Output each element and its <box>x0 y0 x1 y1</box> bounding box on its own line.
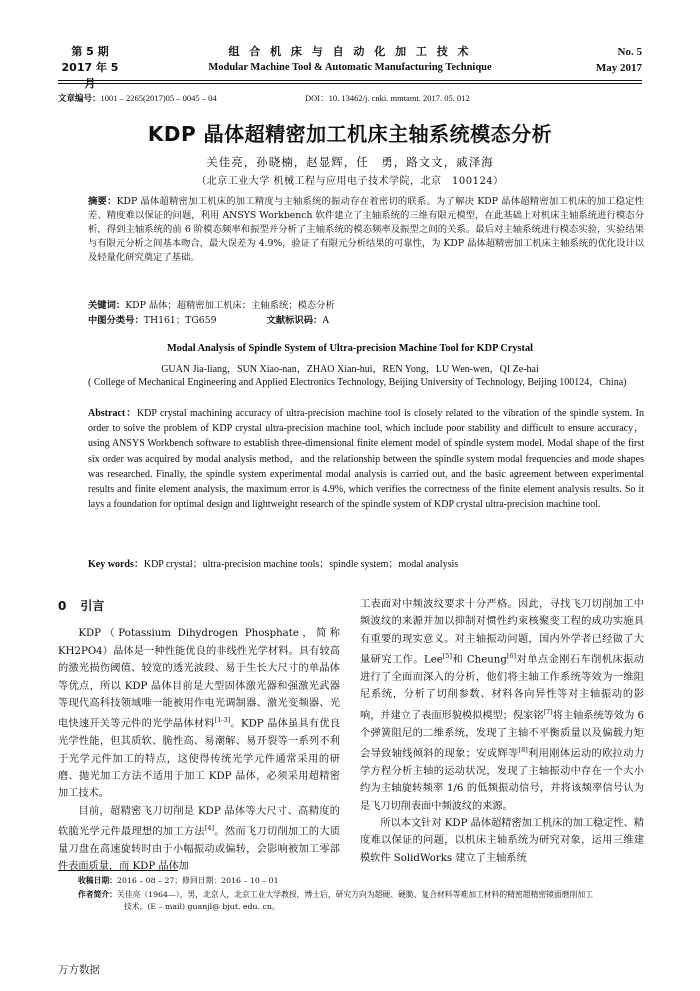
journal-name-cn: 组 合 机 床 与 自 动 化 加 工 技 术 <box>228 45 472 58</box>
authors-cn: 关佳亮，孙晓楠，赵显辉，任 勇，路文文，戚泽海 <box>206 155 494 169</box>
keywords-en-text: KDP crystal；ultra-precision machine tools；spindle system；modal analysis <box>143 559 459 570</box>
abstract-en-label: Abstract： <box>88 408 137 419</box>
body-paragraph <box>58 803 340 876</box>
doc-code-value: A <box>322 315 330 326</box>
affiliation-en: ( College of Mechanical Engineering and Applied Electronics Technology, Beijing University of Technology, Beijing 100124，China) <box>88 377 627 388</box>
article-number-label: 文章编号： <box>58 94 101 104</box>
body-text: 利用刚体运动的欧拉动力学方程分析主轴的运动状况，发现了主轴振动中存在一个大小约为主轴旋转频率 1/6 的低频振动信号，并将该频率信号认为是飞刀切削表面中频波纹的来源。 <box>360 748 645 812</box>
article-number <box>58 92 217 104</box>
body-text: 目前，超精密飞刀切削是 KDP 晶体等大尺寸、高精度的软脆光学元件最理想的加工方法 <box>58 805 340 838</box>
issue-info-cn <box>58 44 122 92</box>
paper-title-en: Modal Analysis of Spindle System of Ultra-precision Machine Tool for KDP Crystal <box>166 343 534 354</box>
affiliation-cn: （北京工业大学 机械工程与应用电子技术学院，北京 100124） <box>196 176 504 187</box>
issue-info-en <box>596 44 642 76</box>
issue-date-en: May 2017 <box>595 62 642 74</box>
body-paragraph <box>360 815 644 867</box>
received-dates: 2016 – 08 – 27；修回日期：2016 – 10 – 01 <box>116 876 279 885</box>
authors-en: GUAN Jia-liang，SUN Xiao-nan，ZHAO Xian-hui，REN Yong，LU Wen-wen，QI Ze-hai <box>161 364 539 375</box>
citation: [4] <box>204 824 215 833</box>
abstract-en-text: KDP crystal machining accuracy of ultra-precision machine tool is closely related to the vibration of the spindle system. In order to solve the problem of KDP crystal ultra-precision machine tool, which include poor stability and difficult to ensure accuracy，using ANSYS Workbench software to establish three-dimensional finite element model of spindle system model. Modal shape of the first six order was acquired by modal analysis method，and the relationship between the spindle system modal frequencies and mode shapes was researched. Finally, the spindle system experimental modal analysis is carried out, and the basic agreement between experimental results and finite element analysis, the maximum error is 4.9%, which verifies the correctness of the finite element analysis results. So it lays a foundation for optimal design and lightweight research of the spindle system of KDP crystal ultra-precision machine tool. <box>88 408 644 511</box>
author-bio-label: 作者简介： <box>78 890 117 899</box>
citation: [5] <box>442 652 452 661</box>
body-text: 对单点金刚石车削机床振动进行了全面而深入的分析，他们将主轴工作系统等效为一维阻尼系统，分析了切削参数、材料各向异性等对主轴振动的影响，并建立了表面形貌模拟模型；倪家铭 <box>360 654 644 722</box>
keywords-en <box>88 555 458 570</box>
body-text: 工表面对中频波纹要求十分严格。因此，寻找飞刀切削加工中频波纹的来源并加以抑制对惯性约束核聚变工程的成功实施具有重要的现实意义。对主轴振动问题，国内外学者已经做了大量研究工作。Lee <box>360 599 644 666</box>
footnote-rule <box>58 870 178 871</box>
body-paragraph <box>58 625 340 802</box>
section-heading <box>58 598 340 615</box>
journal-name-en: Modular Machine Tool & Automatic Manufacturing Technique <box>208 62 492 73</box>
citation: [6] <box>506 652 517 661</box>
watermark: 万方数据 <box>58 964 100 976</box>
footnote-received <box>78 875 644 887</box>
body-text: KDP（Potassium Dihydrogen Phosphate，简称 KH2PO4）晶体是一种性能优良的非线性光学材料。具有较高的激光损伤阈值、较宽的透光波段、易于生长大尺寸的单晶体等优点，所以 KDP 晶体目前是大型固体激光器和强激光武器等现代高科技领域唯一能被用作电光调制器、激光变频器、光电快速开关等元件的光学晶体材料 <box>58 628 340 730</box>
body-text: 和 Cheung <box>452 654 507 666</box>
body-text: 。KDP 晶体虽具有优良光学性能，但其质软、脆性高、易潮解、易开裂等一系列不利于光学元件加工的特点，这使得传统光学元件通常采用的研磨、抛光加工方法不适用于加工 KDP 晶体，必须采用超精密加工技术。 <box>58 718 341 800</box>
keywords-en-label: Key words： <box>88 559 144 570</box>
abstract-en <box>88 406 644 512</box>
doi: DOI：10. 13462/j. cnki. mmtamt. 2017. 05. 012 <box>305 93 470 103</box>
abstract-cn <box>88 195 644 265</box>
abstract-cn-label: 摘要： <box>88 196 117 207</box>
issue-date-cn: 2017 年 5 月 <box>61 61 119 90</box>
article-number-value: 1001 – 2265(2017)05 – 0045 – 04 <box>100 93 217 103</box>
section-number: 0 <box>58 599 67 613</box>
keywords-cn-text: KDP 晶体；超精密加工机床；主轴系统；模态分析 <box>125 300 335 311</box>
doc-code-label: 文献标识码： <box>266 315 323 326</box>
author-bio-line1: 关佳亮（1964—），男，北京人，北京工业大学教授，博士后，研究方向为超硬、硬脆、复合材料等难加工材料的精密超精密镜面磨削加工 <box>116 890 593 899</box>
section-title: 引言 <box>80 599 105 613</box>
body-right-column <box>360 596 644 867</box>
clc-value: TH161；TG659 <box>143 315 217 326</box>
body-text: 将主轴系统等效为 6 个弹簧阻尼的二维系统，发现了主轴不平衡质量以及偏载力矩会导致轴线倾斜的现象；安成辉等 <box>360 710 644 760</box>
citation: [8] <box>518 746 528 755</box>
abstract-cn-text: KDP 晶体超精密加工机床的加工精度与主轴系统的振动存在着密切的联系。为了解决 KDP 晶体超精密加工机床的加工稳定性差、精度难以保证的问题，利用 ANSYS Workbench 软件建立了主轴系统的三维有限元模型，在此基础上对机床主轴系统进行模态分析，得到主轴系统的前 6 阶模态频率和振型并分析了主轴系统的模态频率及振型之间的关系。最后对主轴系统进行模态实验，实验结果与有限元分析之间基本吻合，最大误差为 4.9%，验证了有限元分析结果的可靠性，为 KDP 晶体超精密加工机床主轴系统的优化设计以及轻量化研究奠定了基础。 <box>88 196 644 263</box>
classification <box>88 312 329 326</box>
body-left-column <box>58 596 340 876</box>
body-text: 所以本文针对 KDP 晶体超精密加工机床的加工稳定性、精度难以保证的问题，以机床主轴系统为研究对象，运用三维建模软件 SolidWorks 建立了主轴系统 <box>360 818 644 864</box>
header-rule-thick <box>58 80 642 81</box>
received-label: 收稿日期： <box>78 876 117 885</box>
citation: [7] <box>543 707 553 716</box>
issue-number-cn: 第 5 期 <box>71 45 109 58</box>
body-paragraph <box>360 596 644 815</box>
paper-title-cn: KDP 晶体超精密加工机床主轴系统模态分析 <box>147 122 553 146</box>
issue-number-en: No. 5 <box>617 46 642 58</box>
journal-name <box>170 44 530 76</box>
author-bio-line2: 技术，(E – mail) guanjl@ bjut. edu. cn。 <box>124 902 280 911</box>
citation: [1-3] <box>214 716 231 725</box>
header-rule-thin <box>58 83 642 84</box>
body-text: 。然而飞刀切削加工的大质量刀盘在高速旋转时由于小幅振动或偏转，会影响被加工零部件表面质量，而 KDP 晶体加 <box>58 826 341 873</box>
keywords-cn <box>88 297 335 311</box>
footnote-author <box>78 889 644 913</box>
clc-label: 中图分类号： <box>88 315 144 326</box>
keywords-cn-label: 关键词： <box>88 300 126 311</box>
